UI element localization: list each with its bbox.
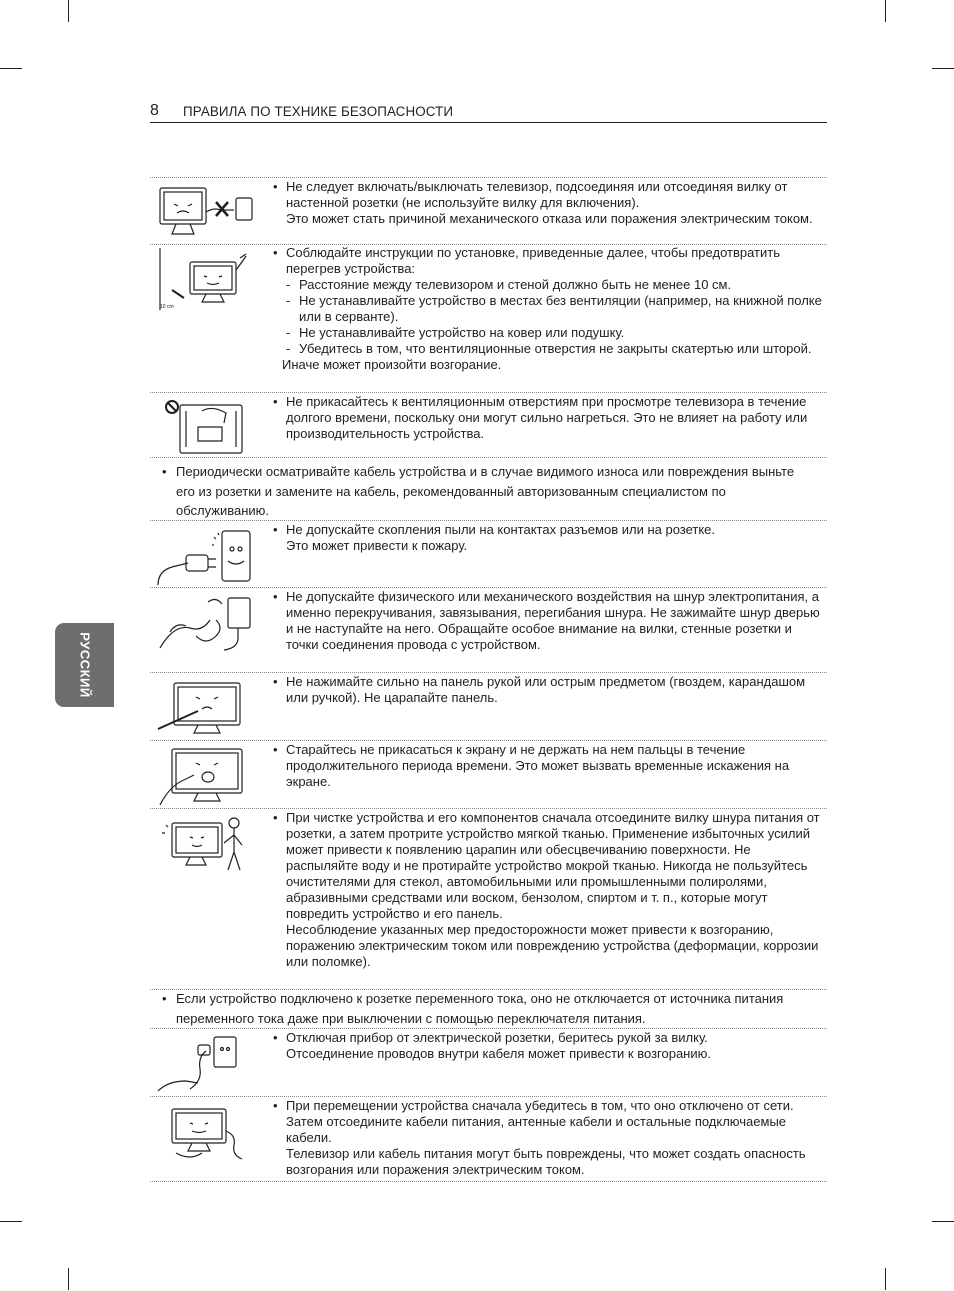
language-label: РУССКИЙ [77, 632, 92, 698]
crop-mark [68, 1268, 69, 1290]
crop-mark [885, 0, 886, 22]
page-title: ПРАВИЛА ПО ТЕХНИКЕ БЕЗОПАСНОСТИ [183, 104, 454, 119]
crop-mark [68, 0, 69, 22]
note-text: Несоблюдение указанных мер предосторожности может привести к возгоранию, поражению электрическим током или повреждению устройства (деформации, коррозии или поломке). [286, 922, 819, 969]
safety-item [150, 809, 827, 990]
bullet-text: • Старайтесь не прикасаться к экрану и не держать на нем пальцы в течение продолжительного периода времени. Это может вызвать временные искажения на экране. [286, 742, 826, 790]
crop-mark [0, 68, 22, 69]
crop-mark [885, 1268, 886, 1290]
bullet-text: • Отключая прибор от электрической розетки, беритесь рукой за вилку. [286, 1030, 826, 1046]
crop-mark [932, 1221, 954, 1222]
note-text: Отсоединение проводов внутри кабеля может привести к возгоранию. [286, 1046, 711, 1061]
bullet-text: • Не следует включать/выключать телевизор, подсоединяя или отсоединяя вилку от настенной розетки (не используйте вилку для включения). [286, 179, 826, 211]
bullet-text: • Не нажимайте сильно на панель рукой или острым предметом (гвоздем, карандашом или ручкой). Не царапайте панель. [286, 674, 826, 706]
page-header [150, 100, 827, 123]
safety-item [150, 673, 827, 741]
safety-item [150, 521, 827, 588]
dash-item: - Убедитесь в том, что вентиляционные отверстия не закрыты скатертью или шторой. [286, 341, 826, 357]
plug-dust-illustration-icon [152, 525, 258, 587]
crop-mark [932, 68, 954, 69]
bullet-text: • При перемещении устройства сначала убедитесь в том, что оно отключено от сети. Затем отсоедините кабели питания, антенные кабели и остальные подключаемые кабели. [286, 1098, 826, 1146]
bullet-text: • Не прикасайтесь к вентиляционным отверстиям при просмотре телевизора в течение долгого времени, поскольку они могут сильно нагреться. Это не влияет на работу или производительность устройства. [286, 394, 826, 442]
note-text: Телевизор или кабель питания могут быть повреждены, что может создать опасность возгорания или поражения электрическим током. [286, 1146, 806, 1177]
wide-item-divider [150, 990, 827, 1029]
crop-mark [0, 1221, 22, 1222]
dash-item: - Не устанавливайте устройство в местах без вентиляции (например, на книжной полке или в серванте). [286, 293, 826, 325]
illus-label: 10 cm [160, 304, 174, 310]
tv-plug-illustration-icon [152, 182, 258, 244]
cord-twist-illustration-icon [152, 592, 258, 654]
page-number: 8 [150, 102, 159, 119]
wide-bullet-text: • Периодически осматривайте кабель устройства и в случае видимого износа или повреждения выньте его из розетки и замените на кабель, рекомендованный авторизованным специалистом по обслуживанию. [176, 462, 816, 521]
unplug-hand-illustration-icon [152, 1033, 258, 1095]
wide-bullet-text: • Если устройство подключено к розетке переменного тока, оно не отключается от источника питания переменного тока даже при выключении с помощью переключателя питания. [176, 989, 816, 1028]
bullet-text: • Не допускайте физического или механического воздействия на шнур электропитания, а именно перекручивания, завязывания, перегибания шнура. Не зажимайте шнур дверью и не наступайте на него. Обращайте особое внимание на вилки, стенные розетки и точки соединения провода с устройством. [286, 589, 826, 653]
dash-item: - Расстояние между телевизором и стеной должно быть не менее 10 см. [286, 277, 826, 293]
safety-item [150, 177, 827, 245]
note-text: Иначе может произойти возгорание. [282, 357, 502, 372]
tv-cleaning-illustration-icon [152, 813, 258, 875]
note-text: Это может стать причиной механического отказа или поражения электрическим током. [286, 211, 813, 226]
safety-item [150, 1097, 827, 1182]
bullet-text: • Соблюдайте инструкции по установке, приведенные далее, чтобы предотвратить перегрев устройства: [286, 245, 826, 277]
tv-move-cables-illustration-icon [152, 1101, 258, 1163]
dash-item: - Не устанавливайте устройство на ковер или подушку. [286, 325, 826, 341]
tv-finger-illustration-icon [152, 745, 258, 807]
safety-item [150, 244, 827, 393]
bullet-text: • Не допускайте скопления пыли на контактах разъемов или на розетке. [286, 522, 826, 538]
note-text: Это может привести к пожару. [286, 538, 468, 553]
safety-item [150, 393, 827, 458]
safety-item [150, 741, 827, 809]
safety-item [150, 588, 827, 673]
wide-item-divider [150, 463, 827, 521]
tv-ventilation-illustration-icon [152, 248, 258, 310]
bullet-text: • При чистке устройства и его компонентов сначала отсоедините вилку шнура питания от розетки, а затем протрите устройство мягкой тканью. Применение избыточных усилий может привести к появлению царапин или обесцвечиванию поверхности. Не распыляйте воду и не протирайте устройство мокрой тканью. Никогда не пользуйтесь очистителями для стекол, автомобильными или промышленными полиролями, абразивными средствами или воском, бензолом, спиртом и т. п., которые могут повредить устройство и его панель. [286, 810, 826, 922]
tv-pen-illustration-icon [152, 677, 258, 739]
safety-item [150, 1029, 827, 1097]
language-side-tab [55, 623, 114, 707]
no-touch-vents-icon [152, 397, 258, 459]
